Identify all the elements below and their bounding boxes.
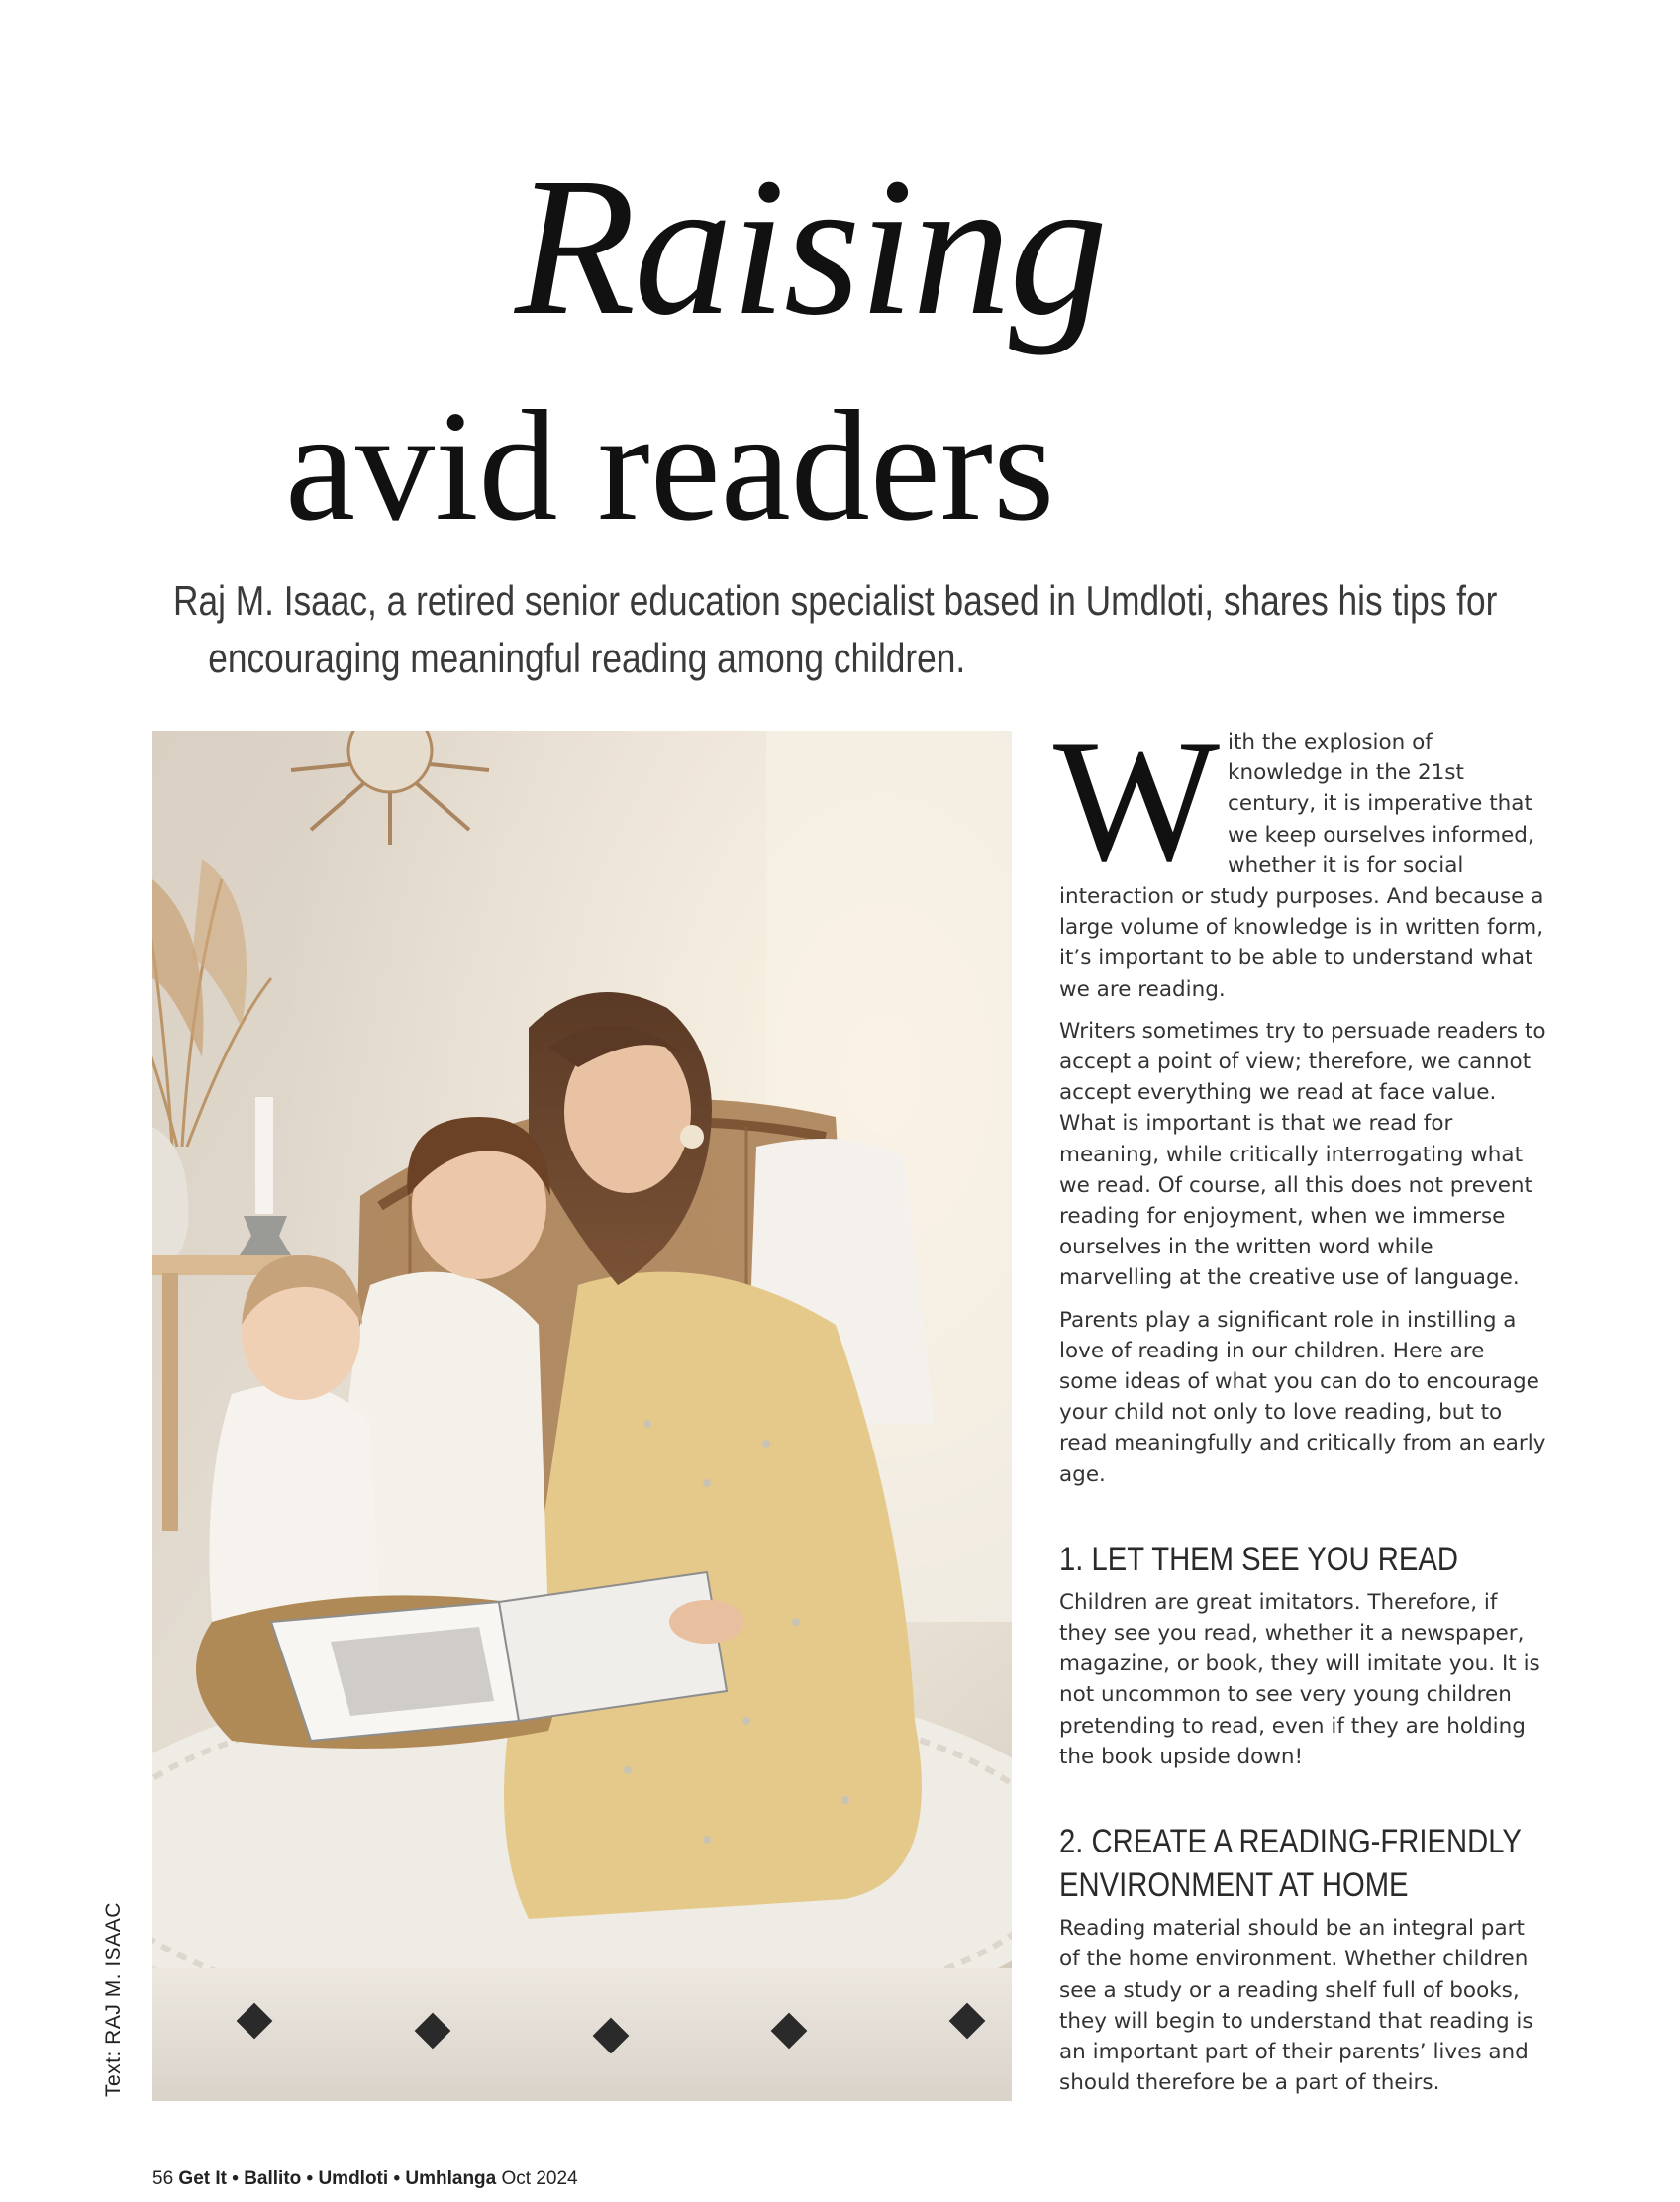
photo-illustration	[152, 731, 1012, 2101]
issue-date: Oct 2024	[501, 2168, 578, 2189]
drop-cap: W	[1053, 702, 1221, 898]
section-2-text: Reading material should be an integral part of the home environment. Whether children see a study or a reading shelf full of books, they will begin to understand that reading is an important part of their parents’ lives and should therefore be a part of theirs.	[1059, 1916, 1533, 2096]
page-number: 56	[152, 2168, 174, 2189]
headline-line-2: avid readers	[285, 377, 1055, 553]
article-photo	[152, 731, 1012, 2101]
article-body	[1053, 702, 1546, 2109]
standfirst	[173, 572, 1498, 687]
headline-line-1: Raising	[515, 138, 1107, 356]
publication-name: Get It • Ballito • Umdloti • Umhlanga	[178, 2168, 497, 2189]
byline: Text: RAJ M. ISAAC	[102, 1902, 125, 2097]
section-2-heading: 2. CREATE A READING-FRIENDLY ENVIRONMENT AT HOME	[1059, 1823, 1522, 1905]
section-1-text: Children are great imitators. Therefore, if they see you read, whether it a newspaper, magazine, or book, they will imitate you. It is not uncommon to see very young children pretending to read, even if they are holding the book upside down!	[1059, 1589, 1540, 1769]
intro-paragraph	[1053, 702, 1546, 1005]
paragraph-2: Writers sometimes try to persuade readers to accept a point of view; therefore, we cannot accept everything we read at face value. What is important is that we read for meaning, while critically interrogating what we read. Of course, all this does not prevent reading for enjoyment, when we immerse ourselves in the written word while marvelling at the creative use of language.	[1059, 1018, 1546, 1291]
paragraph-3: Parents play a significant role in instilling a love of reading in our children. Here are some ideas of what you can do to encourage your child not only to love reading, but to read meaningfully and critically from an early age.	[1059, 1307, 1546, 1487]
page-footer	[152, 2168, 578, 2190]
standfirst-line-2: encouraging meaningful reading among children.	[208, 635, 966, 681]
standfirst-line-1: Raj M. Isaac, a retired senior education specialist based in Umdloti, shares his tips for	[173, 577, 1498, 624]
section-1-heading: 1. LET THEM SEE YOU READ	[1059, 1540, 1459, 1578]
intro-text: ith the explosion of knowledge in the 21st century, it is imperative that we keep ourselves informed, whether it is for social interaction or study purposes. And because a large volume of knowledge is in written form, it’s important to be able to understand what we are reading.	[1059, 730, 1544, 1002]
